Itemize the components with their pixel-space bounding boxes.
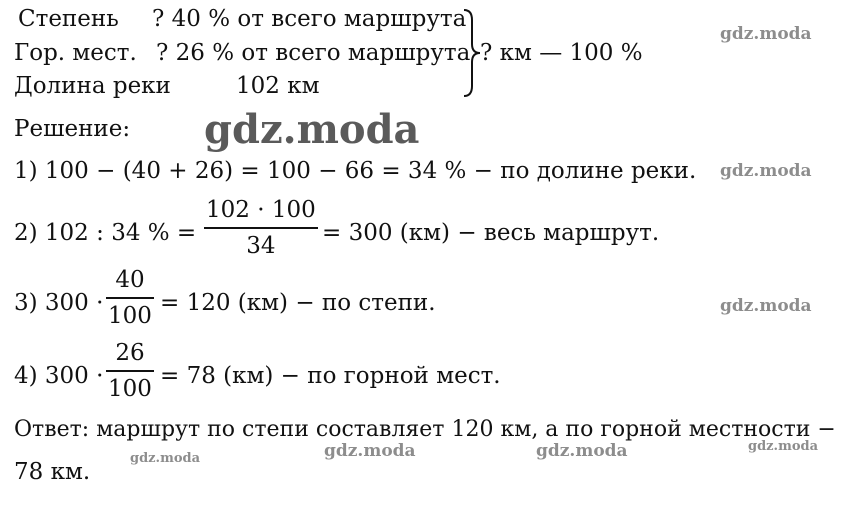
step-4-denominator: 100 xyxy=(108,376,152,402)
step-1: 1) 100 − (40 + 26) = 100 − 66 = 34 % − по долине реки. xyxy=(14,158,697,184)
watermark: gdz.moda xyxy=(720,24,812,44)
watermark: gdz.moda xyxy=(536,441,628,461)
step-4-right: = 78 (км) − по горной мест. xyxy=(160,363,501,389)
watermark: gdz.moda xyxy=(720,296,812,316)
curly-brace-icon xyxy=(460,8,482,98)
fraction-bar xyxy=(106,297,154,299)
step-4-fraction xyxy=(106,342,154,401)
step-3-fraction xyxy=(106,269,154,328)
given-value-steppe: ? 40 % от всего маршрута xyxy=(152,6,467,32)
watermark: gdz.moda xyxy=(204,106,420,153)
step-3-denominator: 100 xyxy=(108,303,152,329)
given-label-steppe: Степень xyxy=(18,6,119,32)
step-4-left: 4) 300 · xyxy=(14,363,104,389)
fraction-bar xyxy=(204,227,318,229)
step-2-fraction xyxy=(204,199,318,258)
step-2-right: = 300 (км) − весь маршрут. xyxy=(322,220,660,246)
step-3-left: 3) 300 · xyxy=(14,290,104,316)
step-3-right: = 120 (км) − по степи. xyxy=(160,290,436,316)
watermark: gdz.moda xyxy=(324,441,416,461)
step-4-numerator: 26 xyxy=(115,340,145,366)
solution-label: Решение: xyxy=(14,116,131,142)
watermark: gdz.moda xyxy=(130,451,201,466)
step-2-left: 2) 102 : 34 % = xyxy=(14,220,197,246)
watermark: gdz.moda xyxy=(720,161,812,181)
step-2-numerator: 102 · 100 xyxy=(206,197,316,223)
step-3-numerator: 40 xyxy=(115,267,145,293)
step-2-denominator: 34 xyxy=(246,233,276,259)
fraction-bar xyxy=(106,370,154,372)
given-label-mountain: Гор. мест. xyxy=(14,40,137,66)
given-label-valley: Долина реки xyxy=(14,73,171,99)
given-value-valley: 102 км xyxy=(236,73,320,99)
answer-line-2: 78 км. xyxy=(14,459,91,485)
watermark: gdz.moda xyxy=(748,439,819,454)
given-summary: ? км — 100 % xyxy=(480,40,643,66)
answer-line-1: Ответ: маршрут по степи составляет 120 км, а по горной местности − xyxy=(14,417,836,442)
given-value-mountain: ? 26 % от всего маршрута xyxy=(156,40,471,66)
